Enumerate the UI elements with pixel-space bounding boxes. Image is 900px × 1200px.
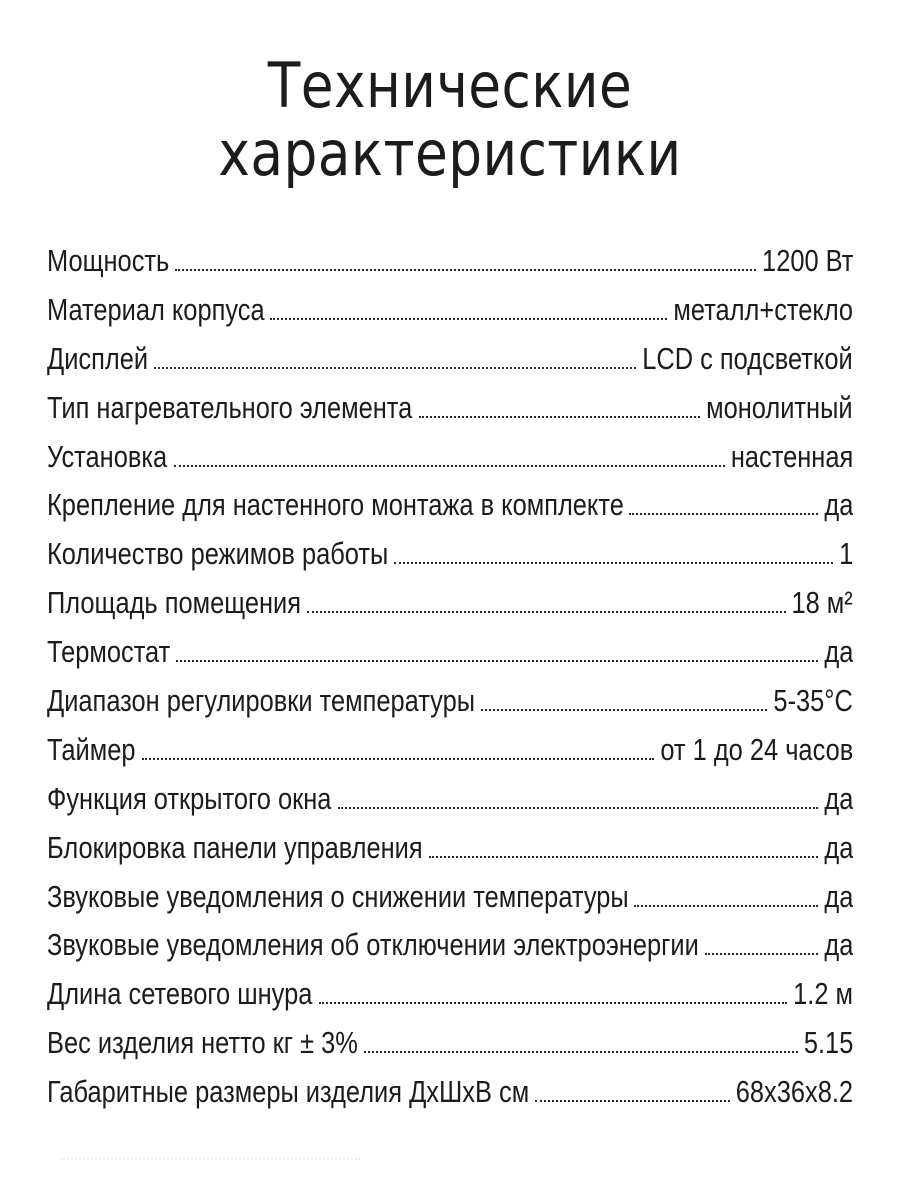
spec-row [47, 775, 853, 824]
dot-leader [481, 709, 767, 711]
spec-label: Вес изделия нетто кг ± 3% [47, 1025, 358, 1061]
spec-value-wrap [824, 824, 853, 872]
spec-value: да [824, 829, 853, 865]
spec-label-wrap [47, 628, 170, 676]
spec-label-wrap [47, 677, 475, 725]
spec-value: от 1 до 24 часов [660, 731, 853, 767]
spec-row [47, 677, 853, 726]
spec-value: да [824, 780, 853, 816]
spec-value: LCD с подсветкой [642, 340, 853, 376]
spec-value: металл+стекло [673, 291, 853, 327]
spec-label: Материал корпуса [47, 291, 265, 327]
spec-label: Крепление для настенного монтажа в комплекте [47, 487, 624, 523]
spec-row [47, 530, 853, 579]
spec-label-wrap [47, 873, 628, 921]
spec-row [47, 384, 853, 433]
dot-leader [634, 905, 818, 907]
spec-label: Габаритные размеры изделия ДхШхВ см [47, 1074, 530, 1110]
dot-leader [154, 367, 636, 369]
dot-leader [174, 465, 725, 467]
spec-value-wrap [736, 1068, 853, 1116]
spec-label: Длина сетевого шнура [47, 976, 313, 1012]
spec-value-wrap [673, 286, 853, 334]
spec-value-wrap [824, 628, 853, 676]
dot-leader [419, 416, 701, 418]
dot-leader [394, 562, 833, 564]
spec-label-wrap [47, 286, 264, 334]
spec-row [47, 726, 853, 775]
spec-label: Дисплей [47, 340, 149, 376]
spec-label-wrap [47, 530, 388, 578]
spec-label-wrap [47, 824, 423, 872]
spec-label-wrap [47, 384, 413, 432]
spec-value: настенная [730, 438, 853, 474]
spec-value: 18 м² [791, 585, 853, 621]
spec-value: монолитный [706, 389, 853, 425]
spec-label: Площадь помещения [47, 585, 302, 621]
page-title [63, 49, 837, 190]
spec-value-wrap [824, 921, 853, 969]
dot-leader [176, 660, 818, 662]
dot-leader [270, 318, 667, 320]
spec-label-wrap [47, 481, 623, 529]
spec-row [47, 628, 853, 677]
spec-value-wrap [804, 1019, 853, 1067]
spec-row [47, 1019, 853, 1068]
spec-value-wrap [762, 237, 853, 285]
dot-leader [319, 1002, 787, 1004]
page-title-line-2: характеристики [218, 117, 682, 190]
spec-row [47, 970, 853, 1019]
spec-value-wrap [793, 970, 853, 1018]
spec-value: 68x36x8.2 [735, 1074, 853, 1110]
spec-label-wrap [47, 1019, 358, 1067]
spec-value: 1200 Вт [761, 243, 853, 278]
dot-leader [629, 513, 818, 515]
spec-row [47, 481, 853, 530]
spec-row [47, 237, 853, 286]
spec-label: Функция открытого окна [47, 780, 332, 816]
spec-value: 1.2 м [793, 976, 853, 1012]
spec-label-wrap [47, 335, 148, 383]
spec-label-wrap [47, 970, 313, 1018]
spec-label: Мощность [47, 243, 170, 278]
dot-leader [705, 953, 818, 955]
spec-value: 5.15 [803, 1025, 853, 1061]
spec-row [47, 824, 853, 873]
spec-value-wrap [706, 384, 853, 432]
spec-label: Установка [47, 438, 168, 474]
spec-label-wrap [47, 579, 301, 627]
spec-value-wrap [792, 579, 854, 627]
spec-row [47, 433, 853, 482]
spec-value-wrap [642, 335, 853, 383]
spec-row [47, 286, 853, 335]
spec-value-wrap [839, 530, 853, 578]
spec-row [47, 921, 853, 970]
spec-row [47, 1068, 853, 1117]
dot-leader [307, 611, 785, 613]
spec-value-wrap [731, 433, 853, 481]
spec-label: Звуковые уведомления об отключении электроэнергии [47, 927, 699, 963]
spec-value-wrap [824, 481, 853, 529]
spec-list [47, 237, 853, 1117]
spec-label-wrap [47, 726, 136, 774]
spec-label-wrap [47, 237, 169, 285]
spec-row [47, 335, 853, 384]
spec-value: да [824, 487, 853, 523]
dot-leader [364, 1051, 798, 1053]
spec-value: да [824, 927, 853, 963]
spec-value-wrap [824, 873, 853, 921]
spec-row [47, 873, 853, 922]
spec-value-wrap [824, 775, 853, 823]
spec-value: 5-35°C [773, 683, 853, 719]
dot-leader [338, 807, 819, 809]
spec-value-wrap [660, 726, 853, 774]
spec-label: Блокировка панели управления [47, 829, 423, 865]
spec-label-wrap [47, 921, 699, 969]
dot-leader [175, 269, 756, 271]
spec-value-wrap [773, 677, 853, 725]
spec-value: 1 [838, 536, 853, 572]
spec-label: Звуковые уведомления о снижении температуры [47, 878, 629, 914]
dot-leader [429, 856, 819, 858]
spec-label: Тип нагревательного элемента [47, 389, 413, 425]
spec-label: Количество режимов работы [47, 536, 389, 572]
spec-label: Таймер [47, 731, 136, 767]
spec-label-wrap [47, 433, 168, 481]
spec-value: да [824, 878, 853, 914]
dot-leader [142, 758, 655, 760]
spec-label-wrap [47, 775, 332, 823]
spec-label-wrap [47, 1068, 529, 1116]
dot-leader [535, 1100, 730, 1102]
spec-label: Диапазон регулировки температуры [47, 683, 476, 719]
faded-divider [60, 1148, 360, 1160]
spec-label: Термостат [47, 634, 171, 670]
spec-row [47, 579, 853, 628]
page-title-line-1: Технические [267, 49, 633, 122]
spec-value: да [824, 634, 853, 670]
